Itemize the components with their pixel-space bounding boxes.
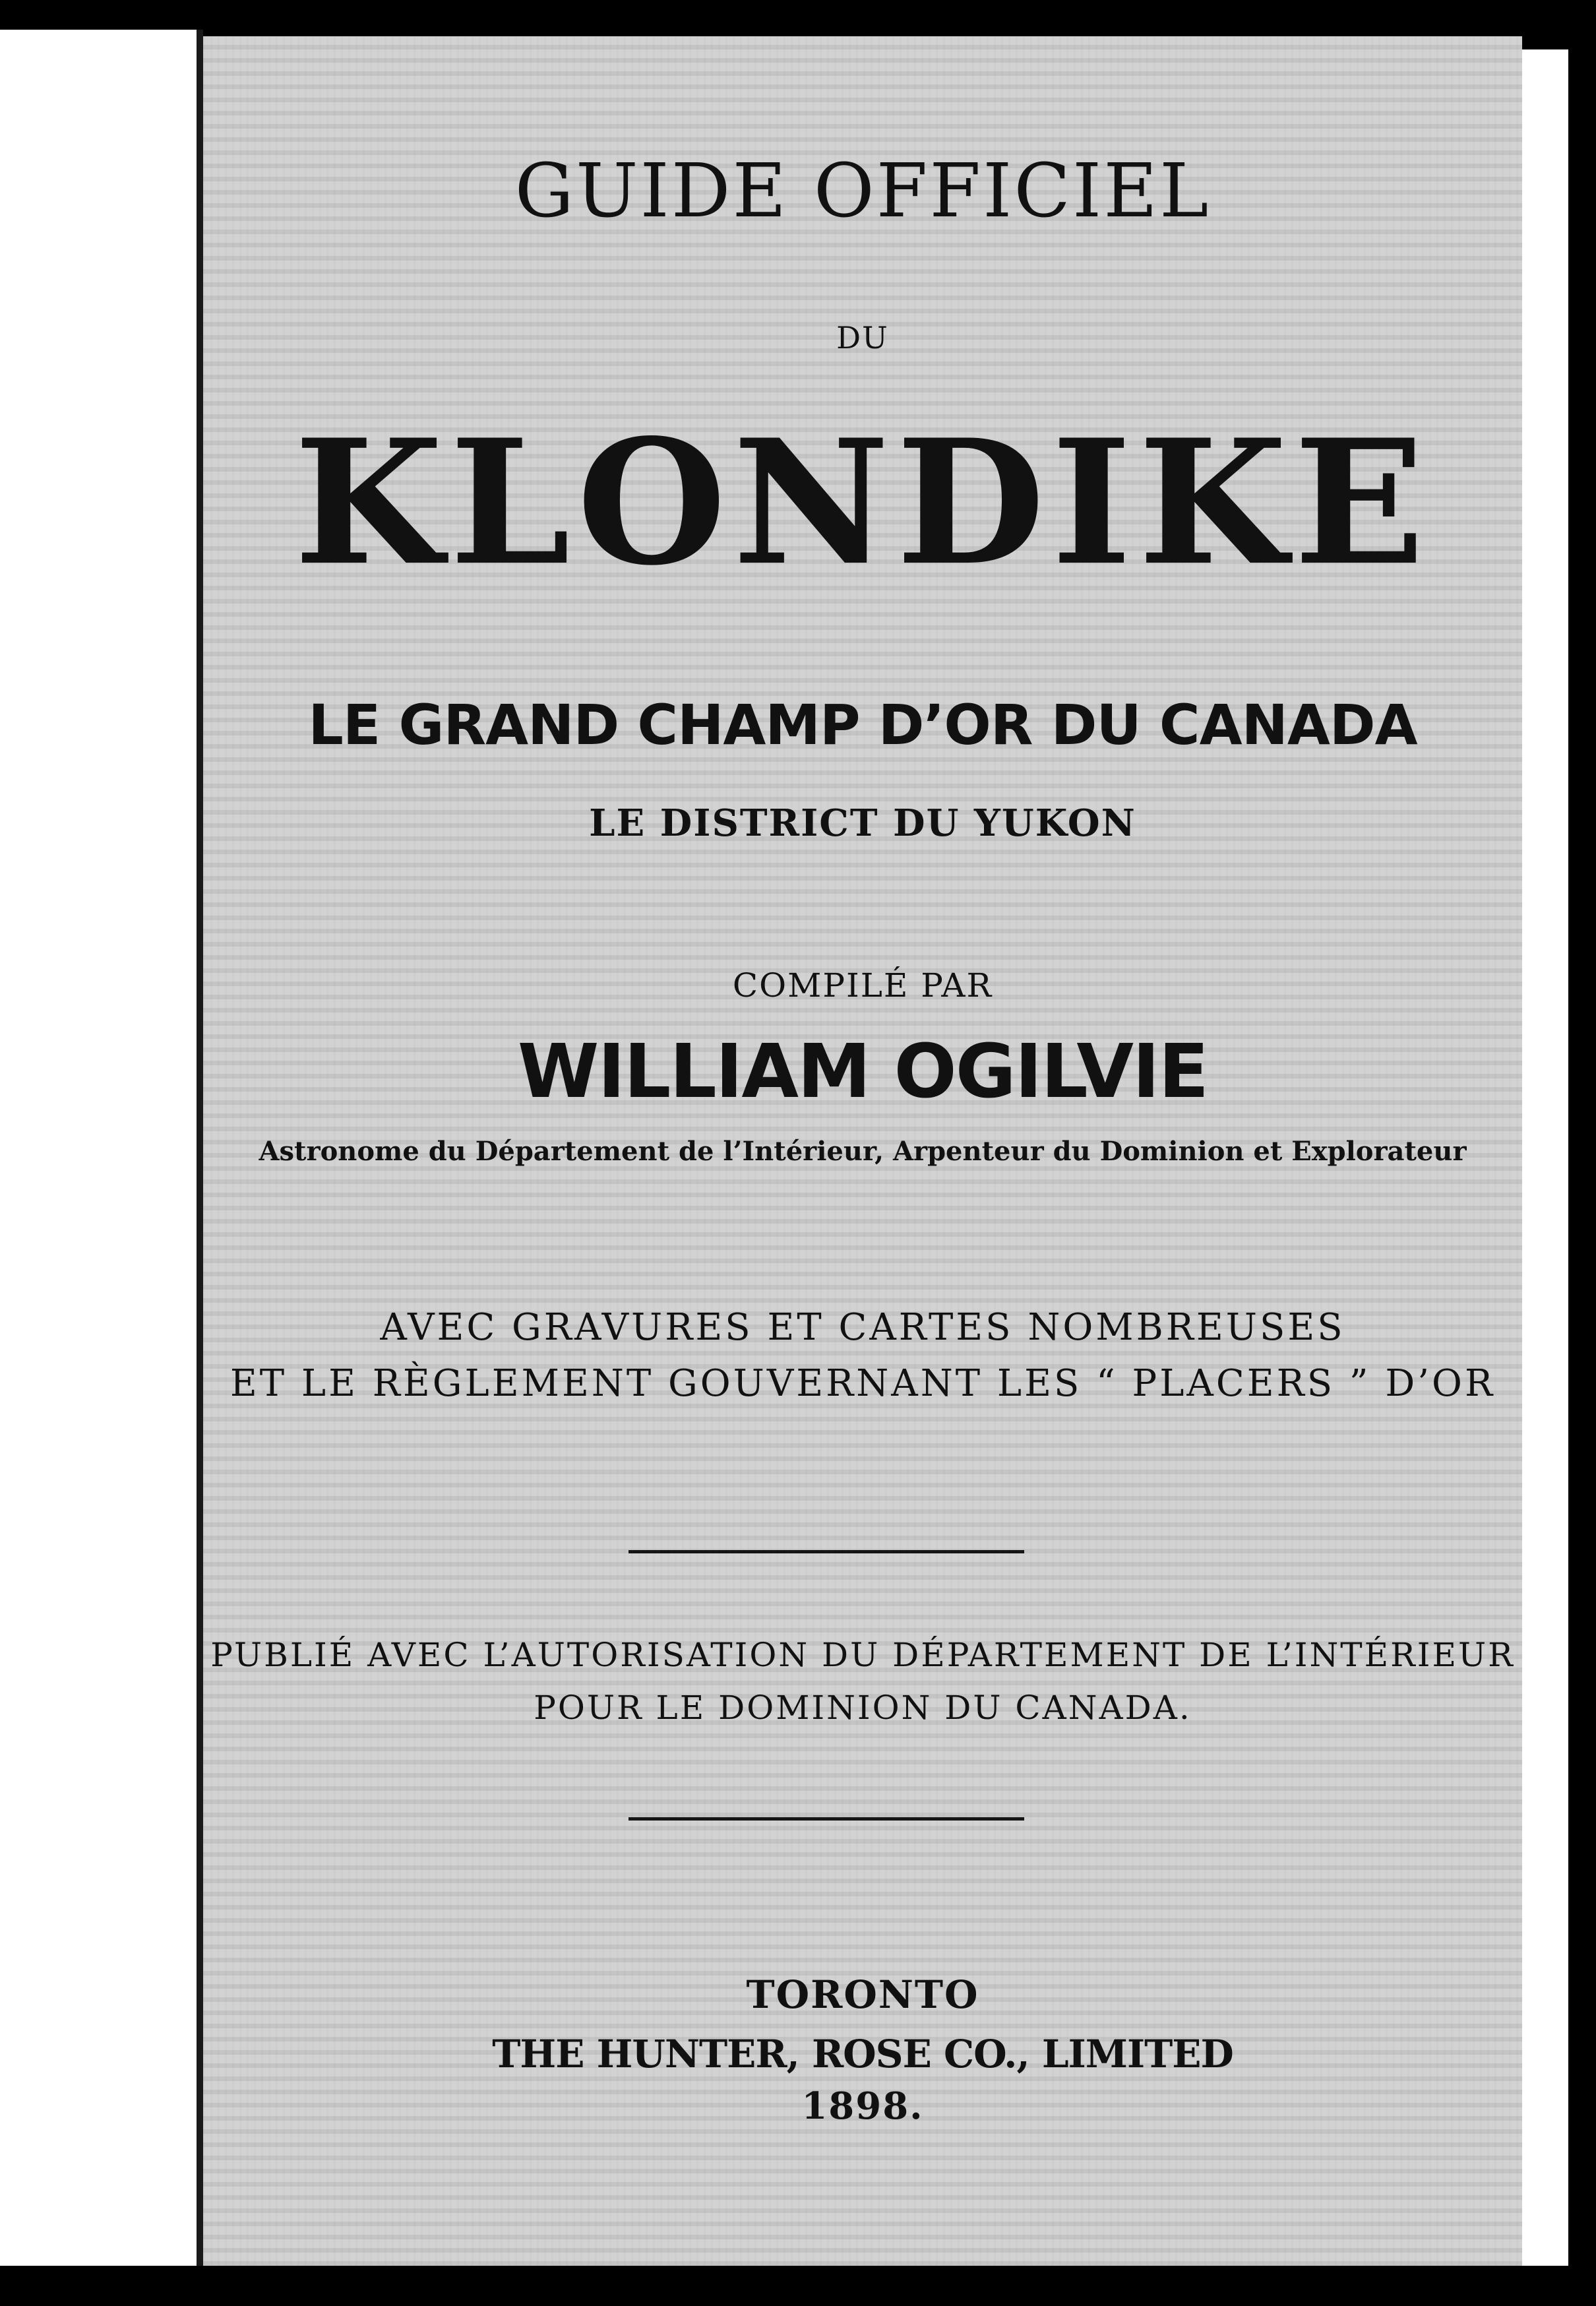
author-title: Astronome du Département de l’Intérieur, Arpenteur du Dominion et Explorateur xyxy=(259,1136,1467,1167)
left-margin-strip xyxy=(0,30,203,2266)
right-margin-strip xyxy=(1522,49,1568,2266)
author-name: WILLIAM OGILVIE xyxy=(517,1029,1208,1115)
publication-year: 1898. xyxy=(801,2084,924,2128)
divider-rule-top xyxy=(629,1550,1024,1553)
publisher-name: THE HUNTER, ROSE CO., LIMITED xyxy=(492,2032,1233,2076)
published-line-2: POUR LE DOMINION DU CANADA. xyxy=(534,1689,1192,1727)
subtitle-1: LE GRAND CHAMP D’OR DU CANADA xyxy=(308,693,1417,757)
title-line-1: GUIDE OFFICIEL xyxy=(514,148,1211,234)
title-page xyxy=(203,36,1522,2266)
published-line-1: PUBLIÉ AVEC L’AUTORISATION DU DÉPARTEMENT DE L’INTÉRIEUR xyxy=(210,1636,1515,1674)
publisher-city: TORONTO xyxy=(746,1972,979,2017)
compiled-by: COMPILÉ PAR xyxy=(732,966,993,1005)
features-line-2: ET LE RÈGLEMENT GOUVERNANT LES “ PLACERS ” D’OR xyxy=(230,1362,1496,1405)
divider-rule-bottom xyxy=(629,1817,1024,1821)
features-line-1: AVEC GRAVURES ET CARTES NOMBREUSES xyxy=(380,1306,1345,1349)
title-line-2: DU xyxy=(836,320,889,356)
main-title: KLONDIKE xyxy=(293,402,1432,604)
subtitle-2: LE DISTRICT DU YUKON xyxy=(589,801,1136,845)
